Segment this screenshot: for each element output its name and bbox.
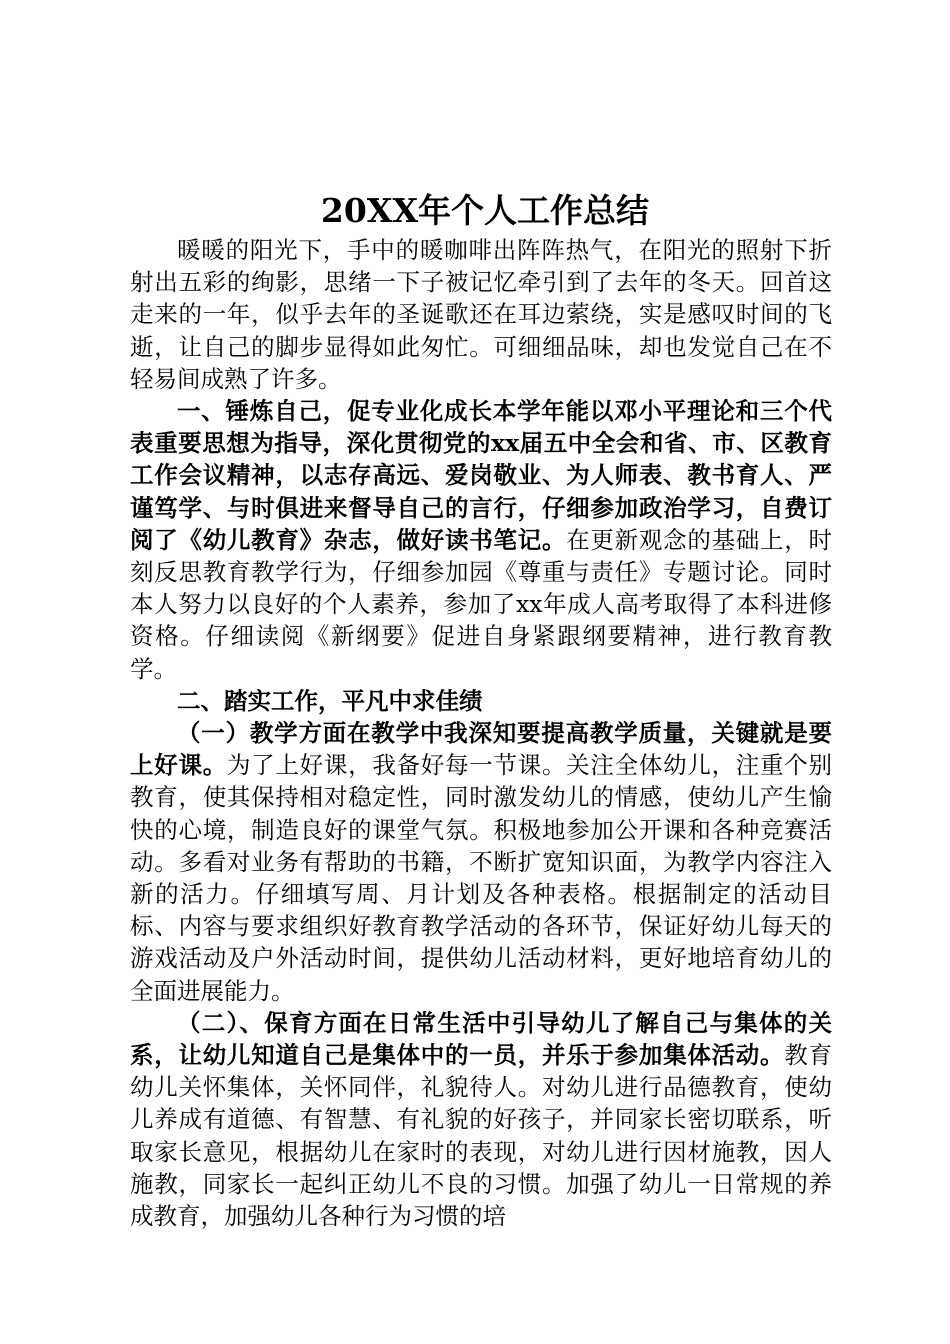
section-2-heading: 二、踏实工作，平凡中求佳绩	[177, 686, 483, 715]
subsection-2-heading: （二）、保育方面在日常生活中引导幼儿了解自己与集体的关系，让幼儿知道自己是集体中的一员，并乐于参加集体活动。	[130, 1008, 832, 1070]
intro-text: 暖暖的阳光下，手中的暖咖啡出阵阵热气，在阳光的照射下折射出五彩的绚影，思绪一下子被记忆牵引到了去年的冬天。回首这走来的一年，似乎去年的圣诞歌还在耳边萦绕，实是感叹时间的飞逝，让自己的脚步显得如此匆忙。可细细品味，却也发觉自己在不轻易间成熟了许多。	[130, 236, 832, 393]
subsection-1-body: 为了上好课，我备好每一节课。关注全体幼儿，注重个别教育，使其保持相对稳定性，同时激发幼儿的情感，使幼儿产生愉快的心境，制造良好的课堂气氛。积极地参加公开课和各种竞赛活动。多看对业务有帮助的书籍，不断扩宽知识面，为教学内容注入新的活力。仔细填写周、月计划及各种表格。根据制定的活动目标、内容与要求组织好教育教学活动的各环节，保证好幼儿每天的游戏活动及户外活动时间，提供幼儿活动材料，更好地培育幼儿的全面进展能力。	[130, 751, 833, 1005]
section-1-body: 在更新观念的基础上，时刻反思教育教学行为，仔细参加园《尊重与责任》专题讨论。同时本人努力以良好的个人素养，参加了xx年成人高考取得了本科进修资格。仔细读阅《新纲要》促进自身紧跟纲要精神，进行教育教学。	[130, 525, 833, 683]
section-1-heading: 一、锤炼自己，促专业化成长本学年能以邓小平理论和三个代表重要思想为指导，深化贯彻党的xx届五中全会和省、市、区教育工作会议精神，以志存高远、爱岗敬业、为人师表、教书育人、严谨笃学、与时俱进来督导自己的言行，仔细参加政治学习，自费订阅了《幼儿教育》杂志，做好读书笔记。	[130, 397, 832, 554]
subsection-2-paragraph	[130, 1007, 832, 1232]
section-1-paragraph	[130, 395, 832, 685]
subsection-1-heading: （一）教学方面在教学中我深知要提高教学质量，关键就是要上好课。	[130, 719, 832, 780]
subsection-2-body: 教育幼儿关怀集体，关怀同伴，礼貌待人。对幼儿进行品德教育，使幼儿养成有道德、有智慧、有礼貌的好孩子，并同家长密切联系，听取家长意见，根据幼儿在家时的表现，对幼儿进行因材施教，因人施教，同家长一起纠正幼儿不良的习惯。加强了幼儿一日常规的养成教育，加强幼儿各种行为习惯的培	[130, 1041, 833, 1231]
document-page	[130, 188, 832, 1232]
intro-paragraph	[130, 234, 832, 395]
section-2-paragraph	[130, 685, 832, 717]
subsection-1-paragraph	[130, 717, 832, 1007]
document-title: 20XX年个人工作总结	[320, 191, 650, 230]
